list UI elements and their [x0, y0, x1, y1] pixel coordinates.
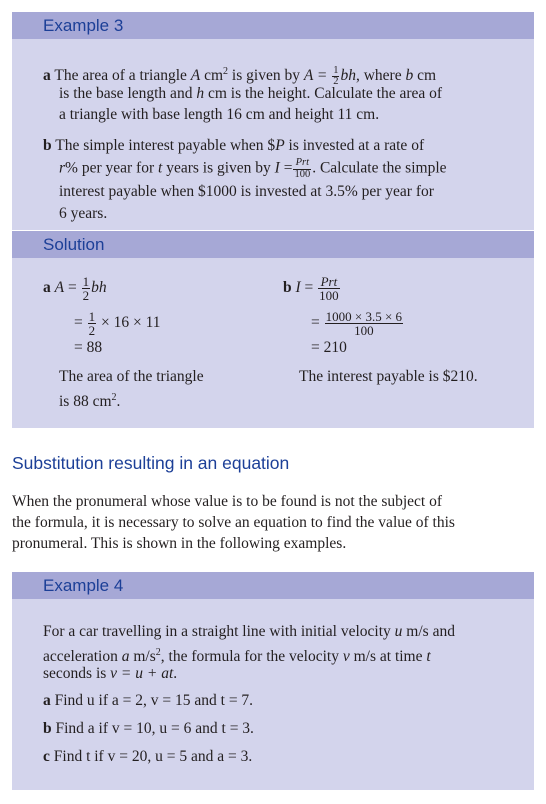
section-paragraph-line1: When the pronumeral whose value is to be found is not the subject of	[12, 493, 443, 510]
solution-a-conclusion-line2: is 88 $cm^2$.	[59, 392, 121, 411]
fraction-prt-100: $\frac{\text{Prt}}{100}$	[294, 157, 311, 180]
example4-line3: seconds is v = u + at.	[43, 665, 178, 682]
part-b-label: b	[43, 137, 52, 154]
example4-part-b: b Find a if v = 10, u = 6 and t = 3.	[43, 720, 254, 737]
solution-b-conclusion: The interest payable is $210.	[299, 368, 478, 385]
solution-a-line3: = 88	[74, 339, 103, 356]
fraction-one-half: $\frac{1}{2}$	[333, 64, 339, 88]
section-heading: Substitution resulting in an equation	[12, 453, 290, 473]
section-paragraph-line3: pronumeral. This is shown in the following examples.	[12, 535, 347, 552]
solution-a-line1: a A = $\frac{1}{2}$ bh	[43, 274, 107, 303]
example4-line1: For a car travelling in a straight line with initial velocity u m/s and	[43, 623, 455, 640]
solution-b-line1: b I = $\frac{\text{Prt}}{100}$	[283, 274, 339, 303]
example3-part-a-line2: is the base length and h cm is the height. Calculate the area of	[59, 85, 443, 102]
fraction-calculation: $\frac{1000 \times 3.5 \times 6}{100}$	[325, 309, 403, 338]
example3-part-b-line3: interest payable when $1000 is invested at 3.5% per year for	[59, 183, 434, 200]
example3-part-b-line4: 6 years.	[59, 205, 108, 222]
fraction-prt-100: $\frac{\text{Prt}}{100}$	[319, 274, 339, 303]
example4-part-a: a Find u if a = 2, v = 15 and t = 7.	[43, 692, 254, 709]
fraction-one-half: $\frac{1}{2}$	[82, 274, 90, 303]
part-a-label: a	[43, 67, 51, 85]
section-paragraph-line2: the formula, it is necessary to solve an equation to find the value of this	[12, 514, 455, 531]
solution-a-conclusion-line1: The area of the triangle	[59, 368, 204, 385]
solution-title: Solution	[12, 231, 534, 258]
example3-title: Example 3	[12, 12, 534, 39]
example3-part-a-line1: a The area of a triangle A $cm^2$ is given by A = $\frac{1}{2}$ bh, where b cm	[43, 64, 437, 88]
solution-a-line2: = $\frac{1}{2}$ × 16 × 11	[74, 309, 161, 338]
example4-part-c: c Find t if v = 20, u = 5 and a = 3.	[43, 748, 253, 765]
fraction-one-half: $\frac{1}{2}$	[88, 309, 96, 338]
example4-line2: acceleration a $m/s^2$, the formula for the velocity v m/s at time t	[43, 647, 431, 666]
example3-part-a-line3: a triangle with base length 16 cm and height 11 cm.	[59, 106, 380, 123]
solution-b-line2: = $\frac{1000 \times 3.5 \times 6}{100}$	[311, 309, 403, 338]
example4-title: Example 4	[12, 572, 534, 599]
example3-part-b-line2: r% per year for t years is given by I = $\frac{\text{Prt}}{100}$ . Calculate the simple	[59, 157, 447, 180]
example3-part-b-line1: b The simple interest payable when $P is invested at a rate of	[43, 137, 425, 154]
solution-b-line3: = 210	[311, 339, 347, 356]
